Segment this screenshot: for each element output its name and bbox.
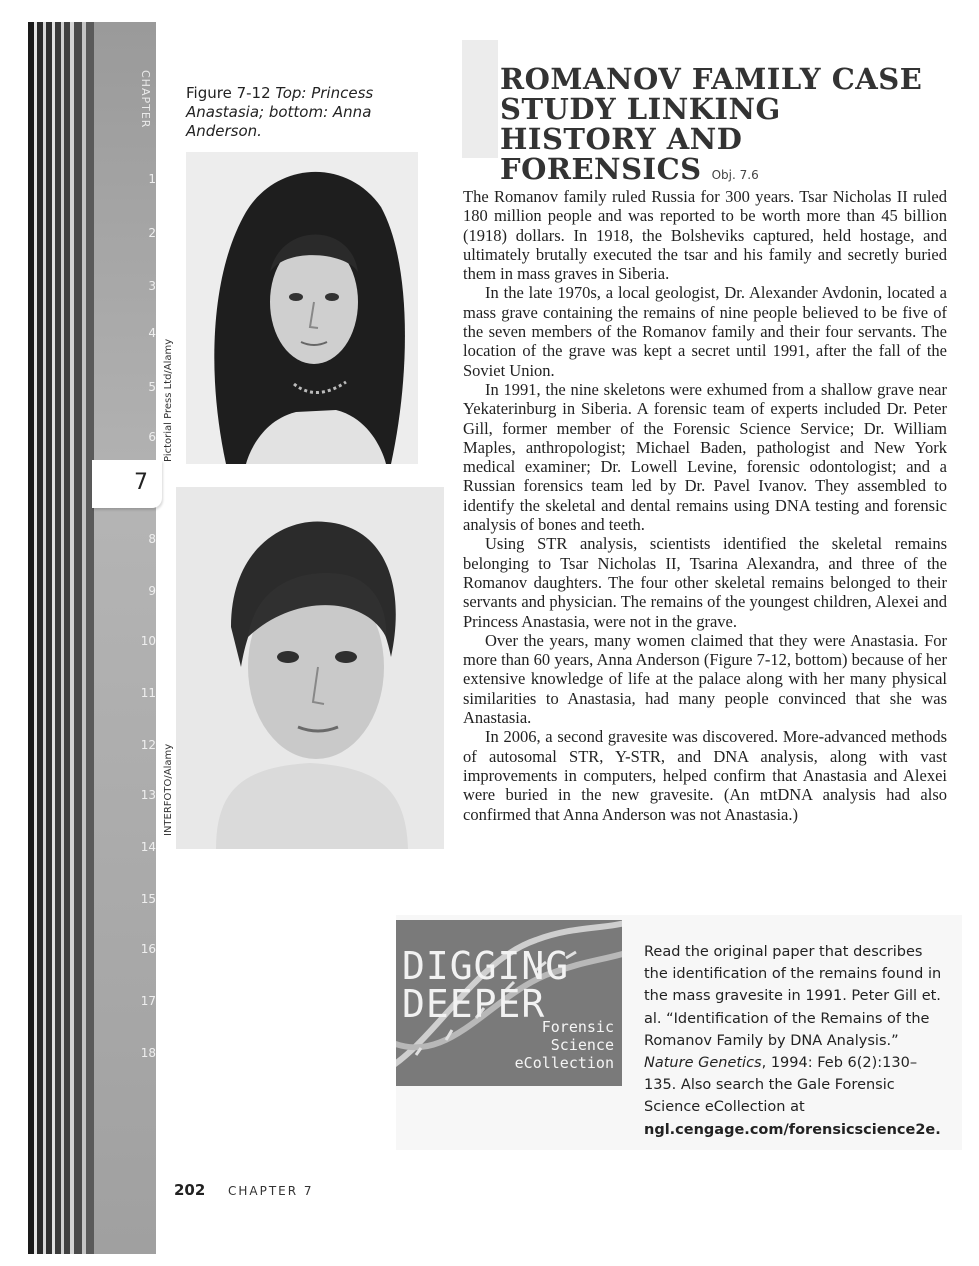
photo-anna-anderson bbox=[176, 487, 444, 849]
digging-deeper-sub2: Science bbox=[550, 1036, 614, 1054]
digging-deeper-text-part1: Read the original paper that describes the identification of the remains found in the mass gravesite in 1991. Peter Gill et. al. “Identification of the Remains of the Romanov Family by DNA Analysis.” bbox=[644, 944, 942, 1049]
chapter-tab-current[interactable] bbox=[92, 460, 162, 508]
chapter-tab-5[interactable]: 5 bbox=[148, 380, 156, 394]
chapter-tab-17[interactable]: 17 bbox=[140, 994, 156, 1008]
paragraph-2: In the late 1970s, a local geologist, Dr. Alexander Avdonin, located a mass grave containing the remains of nine people believed to be five of the seven members of the Romanov family and their four servants. The location of the grave was kept a secret until 1991, after the fall of the Soviet Union. bbox=[463, 283, 947, 380]
article-title bbox=[500, 64, 940, 190]
article-title-text: ROMANOV FAMILY CASE STUDY LINKING HISTORY AND FORENSICS bbox=[500, 62, 923, 186]
photo-credit-top: Pictorial Press Ltd/Alamy bbox=[163, 338, 174, 462]
page-number: 202 bbox=[174, 1181, 206, 1199]
paragraph-1: The Romanov family ruled Russia for 300 years. Tsar Nicholas II ruled 180 million people and was reported to be worth more than 45 billion (1918) dollars. In 1918, the Bolsheviks captured, held hostage, and ultimately brutally executed the tsar and his family and secretly buried them in mass graves in Siberia. bbox=[463, 187, 947, 284]
chapter-tab-10[interactable]: 10 bbox=[140, 634, 156, 648]
ecollection-link[interactable]: ngl.cengage.com/forensicscience2e bbox=[644, 1121, 936, 1138]
digging-deeper-sub1: Forensic bbox=[541, 1018, 614, 1036]
chapter-vertical-label: CHAPTER bbox=[139, 70, 152, 129]
chapter-tab-15[interactable]: 15 bbox=[140, 892, 156, 906]
chapter-tab-11[interactable]: 11 bbox=[140, 686, 156, 700]
chapter-tab-2[interactable]: 2 bbox=[148, 226, 156, 240]
figure-caption-text: Top: Princess Anastasia; bottom: Anna Anderson. bbox=[186, 84, 374, 140]
chapter-tab-12[interactable]: 12 bbox=[140, 738, 156, 752]
photo-princess-anastasia bbox=[186, 152, 418, 464]
figure-label: Figure 7-12 bbox=[186, 84, 271, 102]
title-accent-bar bbox=[462, 40, 498, 158]
chapter-tab-16[interactable]: 16 bbox=[140, 942, 156, 956]
chapter-tab-1[interactable]: 1 bbox=[148, 172, 156, 186]
digging-deeper-text-part2: , 1994: Feb 6(2):130–135. Also search the Gale Forensic Science eCollection at bbox=[644, 1055, 918, 1116]
digging-deeper-line2: DEEPER bbox=[402, 982, 546, 1026]
chapter-tab-8[interactable]: 8 bbox=[148, 532, 156, 546]
figure-caption bbox=[186, 84, 406, 141]
digging-deeper-text-end: . bbox=[935, 1121, 941, 1138]
footer-chapter-label: CHAPTER 7 bbox=[228, 1184, 314, 1198]
chapter-tab-18[interactable]: 18 bbox=[140, 1046, 156, 1060]
digging-deeper-sub3: eCollection bbox=[514, 1054, 614, 1072]
digging-deeper-text bbox=[644, 941, 944, 1141]
chapter-tab-3[interactable]: 3 bbox=[148, 279, 156, 293]
paragraph-6: In 2006, a second gravesite was discovered. More-advanced methods of autosomal STR, Y-STR, and DNA analysis, along with vast improvements in computers, helped confirm that Anastasia and Alexei were buried in the new gravesite. (An mtDNA analysis had also confirmed that Anna Anderson was not Anastasia.) bbox=[463, 727, 947, 824]
chapter-tab-14[interactable]: 14 bbox=[140, 840, 156, 854]
digging-deeper-logo bbox=[396, 920, 622, 1086]
article-body bbox=[463, 187, 947, 824]
chapter-tab-current-number: 7 bbox=[134, 470, 148, 495]
photo-credit-bottom: INTERFOTO/Alamy bbox=[163, 743, 174, 836]
paragraph-5: Over the years, many women claimed that they were Anastasia. For more than 60 years, Anna Anderson (Figure 7-12, bottom) because of her extensive knowledge of life at the palace along with her many physical similarities to Anastasia, had many people convinced that she was Anastasia. bbox=[463, 630, 947, 728]
journal-name: Nature Genetics bbox=[644, 1055, 762, 1072]
chapter-tab-13[interactable]: 13 bbox=[140, 788, 156, 802]
chapter-tab-6[interactable]: 6 bbox=[148, 430, 156, 444]
chapter-tab-4[interactable]: 4 bbox=[148, 326, 156, 340]
chapter-tab-9[interactable]: 9 bbox=[148, 584, 156, 598]
paragraph-4: Using STR analysis, scientists identified the skeletal remains belonging to Tsar Nicholas II, Tsarina Alexandra, and three of the Romanov daughters. The four other skeletal remains belonged to their servants and physician. The remains of the youngest children, Alexei and Princess Anastasia, were not in the grave. bbox=[463, 534, 947, 631]
portrait-anastasia-illustration bbox=[186, 152, 418, 464]
portrait-anderson-illustration bbox=[176, 487, 444, 849]
digging-deeper-line1: DIGGING bbox=[402, 944, 570, 988]
paragraph-3: In 1991, the nine skeletons were exhumed from a shallow grave near Yekaterinburg in Siberia. A forensic team of experts included Dr. Peter Gill, former member of the Forensic Science Service; Dr. William Maples, anthropologist; Michael Baden, pathologist and New York medical examiner; Dr. Lowell Levine, forensic odontologist; and a Russian forensics team led by Dr. Pavel Ivanov. They assembled to identify the skeletal and dental remains using DNA testing and forensic analysis of bones and teeth. bbox=[463, 379, 947, 535]
objective-label: Obj. 7.6 bbox=[711, 168, 759, 182]
